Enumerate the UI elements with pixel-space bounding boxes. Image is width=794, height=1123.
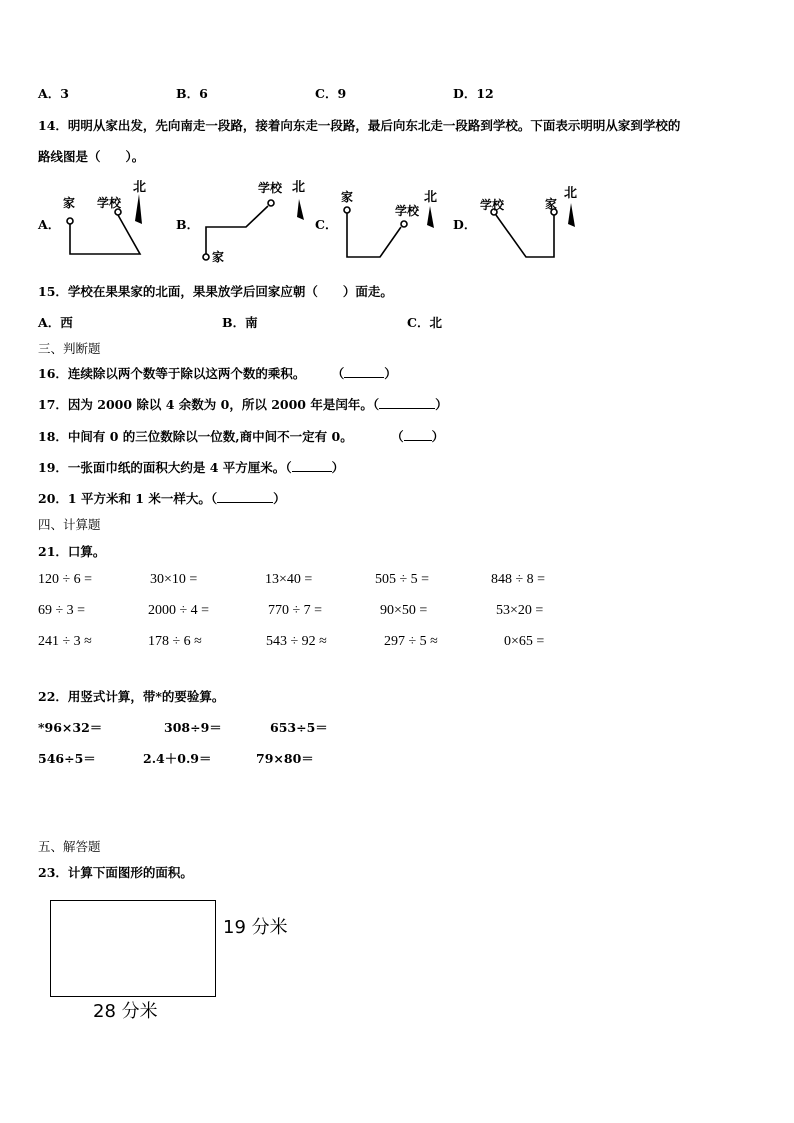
vertical-calc-1[interactable]: *96×32＝ xyxy=(38,720,103,735)
vertical-calc-5[interactable]: 2.4＋0.9＝ xyxy=(143,751,212,766)
judge-20-text: 20．1 平方米和 1 米一样大。 xyxy=(38,491,211,506)
q14-option-d-letter[interactable]: D． xyxy=(453,217,477,232)
q14-a-school-label: 学校 xyxy=(97,196,122,210)
q21-title: 21．口算。 xyxy=(38,544,106,559)
q14-c-school-label: 学校 xyxy=(395,204,420,218)
judge-18-answer-blank[interactable] xyxy=(404,428,432,441)
q14-option-c-letter[interactable]: C． xyxy=(315,217,338,232)
judge-17-close-paren: ） xyxy=(435,397,448,412)
oral-calc-3-5[interactable]: 0×65 = xyxy=(504,634,545,649)
oral-calc-2-4[interactable]: 90×50 = xyxy=(380,603,428,618)
judge-19-text: 19．一张面巾纸的面积大约是 4 平方厘米。 xyxy=(38,460,286,475)
oral-calc-1-3[interactable]: 13×40 = xyxy=(265,572,313,587)
oral-calc-2-2[interactable]: 2000 ÷ 4 = xyxy=(148,603,210,618)
judge-19-close-paren: ） xyxy=(331,460,345,475)
judge-item-16 xyxy=(38,364,397,382)
judge-17-text: 17．因为 2000 除以 4 余数为 0，所以 2000 年是闰年。 xyxy=(38,397,373,412)
judge-19-answer-blank[interactable] xyxy=(292,459,332,472)
vertical-calc-3[interactable]: 653÷5＝ xyxy=(270,720,328,735)
q14-option-a-letter[interactable]: A． xyxy=(38,217,61,232)
rectangle-width-label: 28 分米 xyxy=(93,1001,158,1022)
oral-calc-1-4[interactable]: 505 ÷ 5 = xyxy=(375,572,430,587)
q14-b-home-label: 家 xyxy=(212,250,225,264)
q15-option-b[interactable]: B．南 xyxy=(222,315,258,330)
q14-question-line2: 路线图是（ ）。 xyxy=(38,149,145,164)
judge-20-open-paren: （ xyxy=(210,491,218,506)
q14-d-school-label: 学校 xyxy=(480,198,505,212)
judge-item-20 xyxy=(38,489,286,507)
q13-option-d[interactable]: D．12 xyxy=(453,86,494,101)
oral-calc-3-2[interactable]: 178 ÷ 6 ≈ xyxy=(148,634,202,649)
q14-c-north-label: 北 xyxy=(424,190,438,205)
judge-16-close-paren: ） xyxy=(384,366,397,381)
judge-16-open-paren: （ xyxy=(331,366,345,381)
q14-a-north-label: 北 xyxy=(133,180,147,195)
oral-calc-3-4[interactable]: 297 ÷ 5 ≈ xyxy=(384,634,438,649)
judge-item-19 xyxy=(38,458,344,476)
section-word-problems-heading: 五、解答题 xyxy=(38,839,101,854)
vertical-calc-6[interactable]: 79×80＝ xyxy=(256,751,314,766)
judge-18-close-paren: ） xyxy=(431,429,445,444)
oral-calc-1-1[interactable]: 120 ÷ 6 = xyxy=(38,572,93,587)
q14-option-b-letter[interactable]: B． xyxy=(176,217,200,232)
q13-option-c[interactable]: C．9 xyxy=(315,86,347,101)
rectangle-figure xyxy=(50,900,216,997)
q13-option-a[interactable]: A．3 xyxy=(38,86,69,101)
vertical-calc-4[interactable]: 546÷5＝ xyxy=(38,751,96,766)
judge-17-open-paren: （ xyxy=(372,397,380,412)
judge-item-18 xyxy=(38,427,444,445)
judge-18-open-paren: （ xyxy=(391,429,404,444)
oral-calc-2-5[interactable]: 53×20 = xyxy=(496,603,544,618)
judge-18-text: 18．中间有 0 的三位数除以一位数,商中间不一定有 0。 xyxy=(38,429,353,444)
q23-title: 23．计算下面图形的面积。 xyxy=(38,865,193,880)
q14-d-home-label: 家 xyxy=(545,197,558,211)
q14-c-home-label: 家 xyxy=(341,190,354,204)
q15-option-a[interactable]: A．西 xyxy=(38,315,73,330)
judge-20-answer-blank[interactable] xyxy=(217,490,273,503)
judge-17-answer-blank[interactable] xyxy=(379,396,435,409)
oral-calc-2-1[interactable]: 69 ÷ 3 = xyxy=(38,603,86,618)
oral-calc-1-5[interactable]: 848 ÷ 8 = xyxy=(491,572,546,587)
judge-item-17 xyxy=(38,395,448,413)
judge-19-open-paren: （ xyxy=(285,460,292,475)
oral-calc-2-3[interactable]: 770 ÷ 7 = xyxy=(268,603,323,618)
section-judgement-heading: 三、判断题 xyxy=(38,341,101,356)
q15-option-c[interactable]: C．北 xyxy=(407,315,442,330)
judge-16-answer-blank[interactable] xyxy=(344,365,384,378)
section-calculation-heading: 四、计算题 xyxy=(38,517,101,532)
judge-20-close-paren: ） xyxy=(273,491,286,506)
q14-route-diagrams xyxy=(0,175,600,270)
q15-question: 15．学校在果果家的北面，果果放学后回家应朝（ ）面走。 xyxy=(38,284,393,299)
q13-option-b[interactable]: B．6 xyxy=(176,86,208,101)
q22-title: 22．用竖式计算，带*的要验算。 xyxy=(38,689,225,704)
q14-b-north-label: 北 xyxy=(292,180,306,195)
judge-16-text: 16．连续除以两个数等于除以这两个数的乘积。 xyxy=(38,366,306,381)
q14-question-line1: 14．明明从家出发，先向南走一段路，接着向东走一段路，最后向东北走一段路到学校。下面表示明明从家到学校的 xyxy=(38,118,681,133)
q14-diagram-c xyxy=(344,206,434,257)
oral-calc-3-1[interactable]: 241 ÷ 3 ≈ xyxy=(38,634,92,649)
oral-calc-1-2[interactable]: 30×10 = xyxy=(150,572,198,587)
q14-a-home-label: 家 xyxy=(63,196,76,210)
q14-d-north-label: 北 xyxy=(564,186,578,201)
q14-b-school-label: 学校 xyxy=(258,181,283,195)
vertical-calc-2[interactable]: 308÷9＝ xyxy=(164,720,222,735)
oral-calc-3-3[interactable]: 543 ÷ 92 ≈ xyxy=(266,634,327,649)
rectangle-height-label: 19 分米 xyxy=(223,917,288,938)
